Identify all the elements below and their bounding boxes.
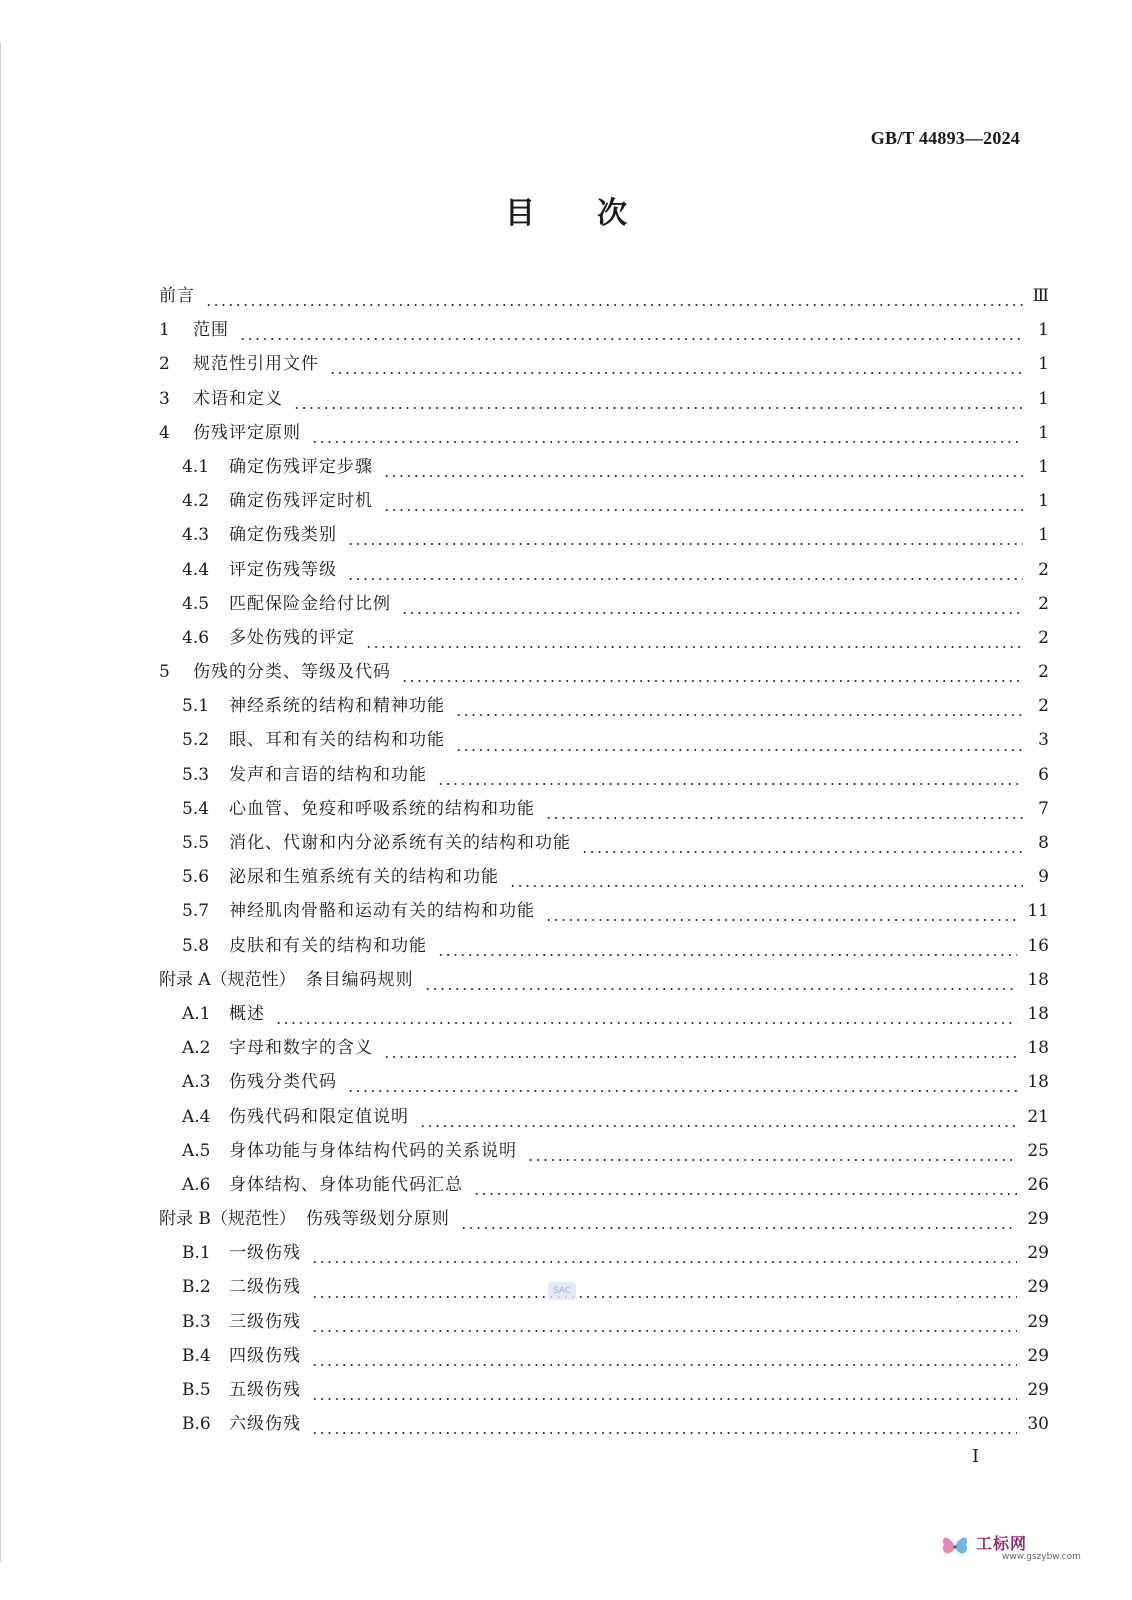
toc-entry-page: 1 (1038, 456, 1049, 477)
toc-entry-number: B.6 (182, 1414, 211, 1435)
brand-name: 工标网 (976, 1534, 1028, 1553)
toc-entry[interactable] (159, 1345, 1049, 1379)
toc-entry[interactable] (159, 353, 1049, 387)
title-char-right: 次 (597, 196, 627, 231)
toc-entry-title: 伤残代码和限定值说明 (229, 1106, 409, 1127)
toc-entry-title: 身体结构、身体功能代码汇总 (229, 1174, 463, 1195)
toc-entry-title: 概述 (229, 1003, 265, 1024)
toc-entry-number: 4 (159, 422, 170, 443)
toc-dot-leader (401, 612, 1023, 614)
toc-entry[interactable] (159, 1413, 1049, 1447)
toc-dot-leader (581, 851, 1023, 853)
toc-entry[interactable] (159, 627, 1049, 661)
toc-entry-number: 附录 A（规范性） (159, 969, 296, 990)
toc-entry-page: Ⅲ (1032, 286, 1049, 306)
toc-entry[interactable] (159, 422, 1049, 456)
toc-entry-number: 5.5 (182, 833, 210, 853)
toc-entry-title: 神经肌肉骨骼和运动有关的结构和功能 (229, 901, 535, 922)
toc-dot-leader (347, 543, 1023, 545)
toc-entry-number: 4.6 (182, 627, 210, 648)
toc-entry-number: 5.8 (182, 935, 210, 956)
toc-entry-page: 3 (1038, 730, 1049, 751)
toc-entry-page: 18 (1027, 1003, 1049, 1024)
toc-entry-number: 5.7 (182, 901, 210, 922)
toc-entry-page: 26 (1027, 1174, 1049, 1195)
toc-entry-page: 8 (1038, 833, 1049, 853)
toc-entry[interactable] (159, 729, 1049, 763)
page-title (0, 188, 1132, 232)
toc-entry-page: 11 (1027, 901, 1049, 922)
toc-entry-page: 1 (1038, 388, 1049, 409)
toc-entry[interactable] (159, 1003, 1049, 1037)
toc-entry[interactable] (159, 388, 1049, 422)
toc-entry-page: 1 (1038, 422, 1049, 443)
toc-dot-leader (311, 1261, 1017, 1263)
toc-dot-leader (347, 578, 1023, 580)
toc-entry-number: B.4 (182, 1345, 211, 1366)
toc-entry-title: 四级伤残 (229, 1345, 301, 1366)
toc-entry-number: 5 (159, 662, 170, 683)
toc-dot-leader (527, 1159, 1017, 1161)
toc-entry-title: 泌尿和生殖系统有关的结构和功能 (229, 867, 499, 888)
toc-dot-leader (311, 1330, 1017, 1332)
toc-entry-number: 3 (159, 388, 170, 409)
toc-entry-page: 1 (1038, 491, 1049, 512)
toc-dot-leader (455, 749, 1023, 751)
sac-watermark: SAC (548, 1282, 576, 1300)
toc-entry-title: 一级伤残 (229, 1243, 301, 1264)
toc-entry-number: 2 (159, 354, 170, 375)
toc-entry[interactable] (159, 1379, 1049, 1413)
toc-entry[interactable] (159, 866, 1049, 900)
toc-entry-page: 29 (1027, 1277, 1049, 1298)
toc-entry-title: 匹配保险金给付比例 (229, 593, 391, 614)
toc-dot-leader (383, 475, 1023, 477)
toc-entry-number: 4.3 (182, 525, 210, 546)
toc-entry-title: 术语和定义 (193, 388, 283, 409)
brand-url: www.gszybw.com (1002, 1552, 1081, 1562)
toc-entry-page: 18 (1027, 1072, 1049, 1093)
toc-entry[interactable] (159, 764, 1049, 798)
toc-entry-number: A.3 (182, 1072, 211, 1093)
toc-entry-number: A.6 (182, 1174, 211, 1195)
toc-entry-title: 消化、代谢和内分泌系统有关的结构和功能 (229, 833, 571, 853)
toc-entry-page: 21 (1027, 1106, 1049, 1127)
toc-dot-leader (437, 954, 1017, 956)
toc-entry-number: A.1 (182, 1003, 211, 1024)
toc-entry[interactable] (159, 900, 1049, 934)
toc-dot-leader (275, 1022, 1017, 1024)
toc-entry-title: 心血管、免疫和呼吸系统的结构和功能 (229, 798, 535, 819)
toc-entry[interactable] (159, 832, 1049, 866)
toc-entry-title: 确定伤残类别 (229, 525, 337, 546)
toc-entry-title: 五级伤残 (229, 1380, 301, 1400)
table-of-contents (159, 285, 1049, 1447)
toc-entry-number: 5.4 (182, 798, 210, 819)
toc-entry-title: 伤残的分类、等级及代码 (193, 662, 391, 683)
toc-entry-number: 5.6 (182, 867, 210, 888)
toc-entry-title: 范围 (193, 320, 229, 341)
toc-entry-title: 伤残分类代码 (229, 1072, 337, 1093)
toc-entry-title: 确定伤残评定步骤 (229, 456, 373, 477)
toc-entry-number: 4.1 (182, 456, 210, 477)
toc-entry-page: 29 (1027, 1380, 1049, 1400)
toc-dot-leader (347, 1090, 1017, 1092)
toc-entry-page: 2 (1038, 696, 1049, 717)
toc-entry-number: A.4 (182, 1106, 211, 1127)
toc-entry[interactable] (159, 798, 1049, 832)
toc-entry-page: 1 (1038, 525, 1049, 546)
toc-dot-leader (424, 988, 1018, 990)
toc-entry-title: 评定伤残等级 (229, 559, 337, 580)
toc-entry-page: 2 (1038, 559, 1049, 580)
toc-entry[interactable] (159, 935, 1049, 969)
toc-dot-leader (473, 1193, 1017, 1195)
toc-dot-leader (383, 1056, 1017, 1058)
toc-dot-leader (383, 509, 1023, 511)
toc-entry-page: 2 (1038, 593, 1049, 614)
toc-dot-leader (455, 714, 1023, 716)
toc-entry[interactable] (159, 1208, 1049, 1242)
toc-entry[interactable] (159, 661, 1049, 695)
site-logo[interactable] (940, 1527, 1110, 1567)
toc-entry-page: 18 (1027, 1038, 1049, 1059)
toc-entry[interactable] (159, 969, 1049, 1003)
page-number: I (972, 1446, 980, 1467)
toc-entry-title: 条目编码规则 (305, 969, 414, 990)
toc-dot-leader (311, 441, 1023, 443)
toc-entry-number: 5.2 (182, 730, 210, 751)
toc-entry-title: 规范性引用文件 (193, 354, 319, 375)
toc-dot-leader (365, 646, 1023, 648)
toc-dot-leader (545, 919, 1017, 921)
toc-entry-number: B.3 (182, 1311, 211, 1332)
butterfly-logo-icon (940, 1531, 970, 1561)
toc-dot-leader (509, 885, 1023, 887)
toc-entry[interactable] (159, 695, 1049, 729)
toc-entry[interactable] (159, 1106, 1049, 1140)
toc-entry[interactable] (159, 1174, 1049, 1208)
toc-entry-page: 2 (1038, 662, 1049, 683)
toc-entry-page: 1 (1038, 354, 1049, 375)
toc-entry-page: 29 (1027, 1311, 1049, 1332)
toc-entry-title: 六级伤残 (229, 1414, 301, 1435)
toc-entry-title: 确定伤残评定时机 (229, 491, 373, 512)
toc-dot-leader (437, 783, 1023, 785)
toc-entry[interactable] (159, 559, 1049, 593)
toc-dot-leader (419, 1125, 1017, 1127)
toc-entry-page: 29 (1027, 1243, 1049, 1264)
toc-dot-leader (293, 407, 1023, 409)
toc-entry-page: 18 (1027, 969, 1049, 990)
toc-entry-title: 神经系统的结构和精神功能 (229, 696, 445, 717)
toc-entry-page: 29 (1027, 1345, 1049, 1366)
toc-entry[interactable] (159, 285, 1049, 319)
toc-entry-number: 5.1 (182, 696, 210, 717)
toc-entry-title: 三级伤残 (229, 1311, 301, 1332)
toc-entry-title: 伤残等级划分原则 (305, 1209, 450, 1230)
toc-entry-number: B.5 (182, 1380, 211, 1400)
toc-entry-number: 4.2 (182, 491, 210, 512)
toc-entry-page: 16 (1027, 935, 1049, 956)
standard-code: GB/T 44893—2024 (870, 128, 1020, 148)
toc-entry-page: 30 (1027, 1414, 1049, 1435)
toc-entry-page: 29 (1027, 1209, 1049, 1230)
toc-entry-number: 4.5 (182, 593, 210, 614)
toc-entry[interactable] (159, 593, 1049, 627)
toc-entry-title: 二级伤残 (229, 1277, 301, 1298)
toc-entry-page: 6 (1038, 764, 1049, 785)
toc-dot-leader (329, 372, 1023, 374)
toc-entry-title: 皮肤和有关的结构和功能 (229, 935, 427, 956)
toc-dot-leader (311, 1364, 1017, 1366)
toc-entry[interactable] (159, 1037, 1049, 1071)
title-char-left: 目 (505, 196, 535, 231)
toc-entry-number: A.5 (182, 1140, 211, 1161)
toc-entry-title: 身体功能与身体结构代码的关系说明 (229, 1140, 517, 1161)
toc-dot-leader (311, 1296, 1017, 1298)
toc-entry-number: B.1 (182, 1243, 211, 1264)
toc-entry[interactable] (159, 1311, 1049, 1345)
toc-entry-page: 9 (1038, 867, 1049, 888)
toc-entry-number: 1 (159, 320, 170, 341)
toc-entry-title: 字母和数字的含义 (229, 1038, 373, 1059)
toc-entry[interactable] (159, 524, 1049, 558)
toc-entry-title: 眼、耳和有关的结构和功能 (229, 730, 445, 751)
toc-dot-leader (205, 304, 1023, 306)
toc-dot-leader (311, 1398, 1017, 1400)
toc-dot-leader (401, 680, 1023, 682)
toc-entry-number: 附录 B（规范性） (159, 1209, 296, 1230)
toc-entry-title: 前言 (159, 286, 195, 306)
toc-entry-page: 1 (1038, 320, 1049, 341)
toc-entry-title: 多处伤残的评定 (229, 627, 355, 648)
toc-dot-leader (311, 1432, 1017, 1434)
toc-dot-leader (239, 338, 1023, 340)
toc-entry[interactable] (159, 1276, 1049, 1310)
toc-entry-number: B.2 (182, 1277, 211, 1298)
toc-entry-page: 7 (1038, 798, 1049, 819)
toc-entry-number: 4.4 (182, 559, 210, 580)
toc-entry-number: 5.3 (182, 764, 210, 785)
toc-entry[interactable] (159, 1071, 1049, 1105)
toc-entry[interactable] (159, 319, 1049, 353)
toc-dot-leader (545, 817, 1023, 819)
toc-entry[interactable] (159, 490, 1049, 524)
toc-entry-page: 25 (1027, 1140, 1049, 1161)
page-left-edge (0, 42, 1, 1562)
toc-entry[interactable] (159, 456, 1049, 490)
toc-entry[interactable] (159, 1140, 1049, 1174)
toc-entry-title: 发声和言语的结构和功能 (229, 764, 427, 785)
toc-entry-title: 伤残评定原则 (193, 422, 301, 443)
toc-entry-page: 2 (1038, 627, 1049, 648)
toc-entry-number: A.2 (182, 1038, 211, 1059)
toc-dot-leader (460, 1227, 1017, 1229)
toc-entry[interactable] (159, 1242, 1049, 1276)
